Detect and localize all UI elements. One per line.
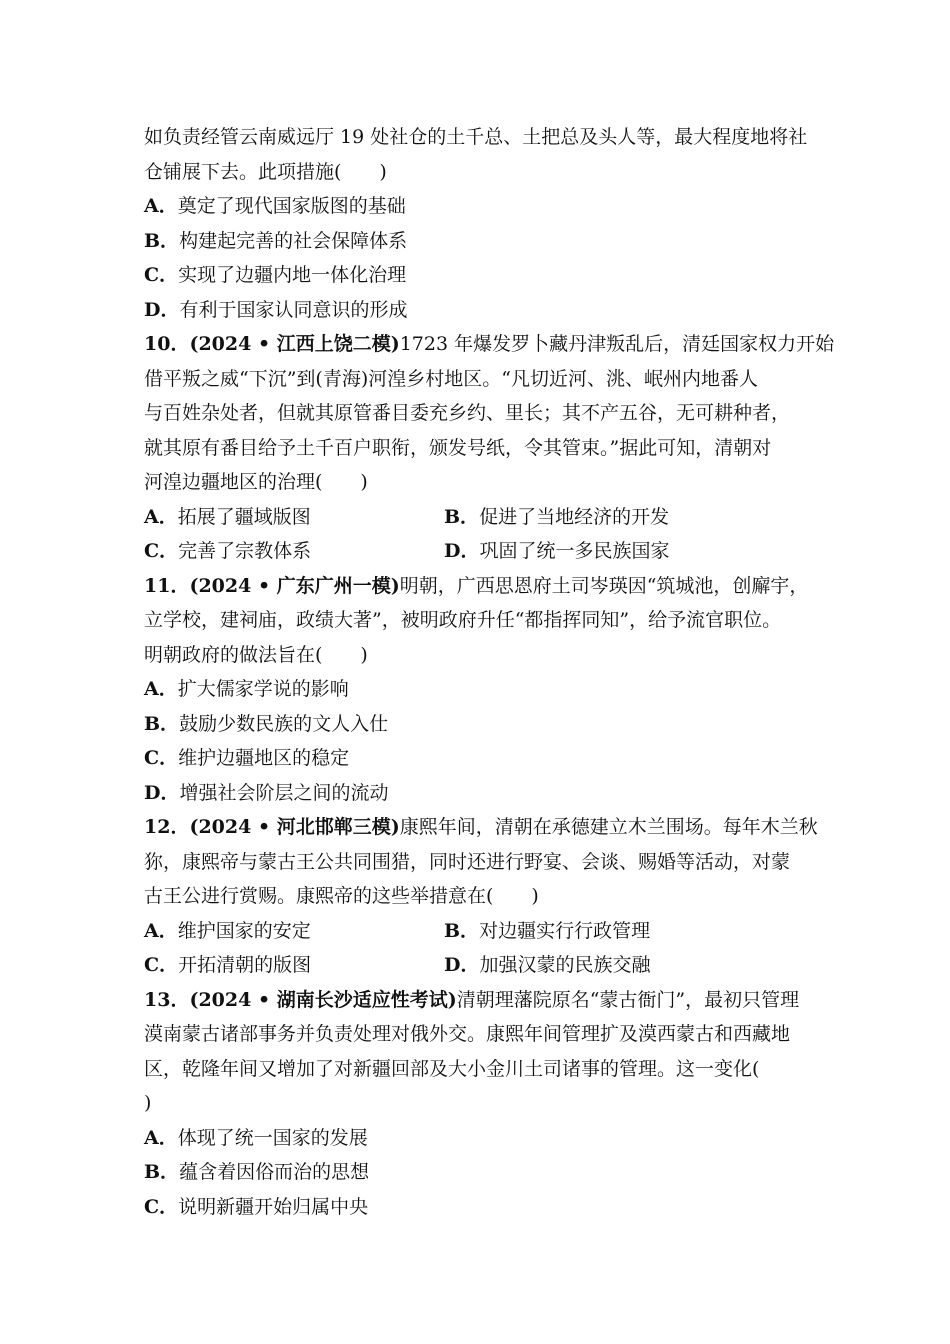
question-13 <box>144 983 824 1225</box>
option-text: 开拓清朝的版图 <box>178 954 312 976</box>
question-number: 12． <box>144 816 190 838</box>
q9-option-a <box>144 189 824 224</box>
option-letter: D． <box>444 954 480 976</box>
option-text: 实现了边疆内地一体化治理 <box>178 264 407 286</box>
option-letter: C． <box>144 954 179 976</box>
q12-option-b <box>444 914 744 949</box>
q10-stem-line-4: 就其原有番目给予土千百户职衔，颁发号纸，令其管束。”据此可知，清朝对 <box>144 436 772 459</box>
question-source: (2024 • 广东广州一模) <box>189 574 400 597</box>
q12-option-c <box>144 948 444 983</box>
q12-options-row-2 <box>144 948 824 983</box>
q9-option-c <box>144 258 824 293</box>
option-text: 体现了统一国家的发展 <box>177 1126 368 1149</box>
q10-stem-line-3: 与百姓杂处者，但就其原管番目委充乡约、里长；其不产五谷，无可耕种者， <box>144 402 791 424</box>
question-source: (2024 • 江西上饶二模) <box>189 333 400 355</box>
option-text: 对边疆实行行政管理 <box>479 919 651 942</box>
option-text: 加强汉蒙的民族交融 <box>479 954 651 976</box>
option-text: 维护边疆地区的稳定 <box>178 747 350 769</box>
q13-option-b <box>144 1155 824 1190</box>
option-letter: D． <box>144 298 180 321</box>
q13-stem-line-3: 区，乾隆年间又增加了对新疆回部及大小金川土司诸事的管理。这一变化( <box>144 1057 760 1080</box>
q11-first-line <box>144 569 824 604</box>
option-letter: D． <box>144 781 180 804</box>
q13-option-c <box>144 1190 824 1225</box>
option-letter: A． <box>144 505 178 528</box>
question-10 <box>144 327 835 569</box>
option-text: 鼓励少数民族的文人入仕 <box>179 712 389 735</box>
question-number: 13． <box>144 988 190 1011</box>
option-text: 增强社会阶层之间的流动 <box>179 781 389 804</box>
question-source: (2024 • 湖南长沙适应性考试) <box>189 988 457 1011</box>
q10-first-line <box>144 327 835 362</box>
q12-stem-line-2: 狝，康熙帝与蒙古王公共同围猎，同时还进行野宴、会谈、赐婚等活动，对蒙 <box>144 850 791 873</box>
option-text: 扩大儒家学说的影响 <box>177 678 349 700</box>
q11-stem-line-2: 立学校，建祠庙，政绩大著”，被明政府升任“都指挥同知”，给予流官职位。 <box>144 609 782 631</box>
option-letter: D． <box>444 540 480 562</box>
q13-first-text: 清朝理藩院原名“蒙古衙门”，最初只管理 <box>456 988 800 1011</box>
question-number: 10． <box>144 333 190 355</box>
option-letter: B． <box>144 1161 180 1183</box>
option-text: 说明新疆开始归属中央 <box>178 1195 369 1218</box>
q10-option-d <box>444 534 744 569</box>
question-9 <box>144 120 824 327</box>
option-text: 蕴含着因俗而治的思想 <box>179 1161 370 1183</box>
option-text: 拓展了疆域版图 <box>177 505 311 528</box>
option-letter: C． <box>144 1195 179 1218</box>
q10-first-text: 1723 年爆发罗卜藏丹津叛乱后，清廷国家权力开始 <box>399 333 835 355</box>
q11-option-d <box>144 776 824 811</box>
q9-stem-line-2: 仓铺展下去。此项措施( ) <box>144 160 387 183</box>
option-letter: A． <box>144 1126 178 1149</box>
option-letter: C． <box>144 747 179 769</box>
q10-option-c <box>144 534 444 569</box>
q12-option-d <box>444 948 744 983</box>
q13-stem-line-2: 漠南蒙古诸部事务并负责处理对俄外交。康熙年间管理扩及漠西蒙古和西藏地 <box>144 1023 791 1045</box>
q10-stem-line-2: 借平叛之威“下沉”到(青海)河湟乡村地区。“凡切近河、洮、岷州内地番人 <box>144 367 758 390</box>
q13-option-a <box>144 1121 824 1156</box>
q10-option-a <box>144 500 444 535</box>
option-text: 奠定了现代国家版图的基础 <box>177 195 406 217</box>
option-letter: A． <box>144 678 178 700</box>
question-source: (2024 • 河北邯郸三模) <box>189 816 400 838</box>
option-letter: A． <box>144 195 178 217</box>
q11-first-text: 明朝，广西思恩府土司岑瑛因“筑城池，创廨宇， <box>399 574 809 597</box>
q10-stem-line-5: 河湟边疆地区的治理( ) <box>144 471 368 493</box>
option-text: 构建起完善的社会保障体系 <box>179 229 408 252</box>
q12-option-a <box>144 914 444 949</box>
option-letter: A． <box>144 919 178 942</box>
q11-stem-line-3: 明朝政府的做法旨在( ) <box>144 643 368 666</box>
q9-option-d <box>144 293 824 328</box>
option-letter: B． <box>444 505 480 528</box>
option-letter: B． <box>444 919 480 942</box>
q13-first-line <box>144 983 824 1018</box>
q12-options-row-1 <box>144 914 824 949</box>
option-letter: B． <box>144 229 180 252</box>
question-number: 11． <box>144 574 190 597</box>
question-11 <box>144 569 824 811</box>
q11-option-b <box>144 707 824 742</box>
q9-stem-line-1: 如负责经管云南威远厅 19 处社仓的土千总、土把总及头人等，最大程度地将社 <box>144 126 808 148</box>
q9-option-b <box>144 224 824 259</box>
q10-options-row-2 <box>144 534 824 569</box>
q12-first-line <box>144 810 824 845</box>
option-letter: C． <box>144 540 179 562</box>
q10-option-b <box>444 500 744 535</box>
exam-page <box>144 120 835 1224</box>
option-letter: B． <box>144 712 180 735</box>
q11-option-c <box>144 741 824 776</box>
option-text: 巩固了统一多民族国家 <box>479 540 670 562</box>
q12-stem-line-3: 古王公进行赏赐。康熙帝的这些举措意在( ) <box>144 885 539 907</box>
option-text: 维护国家的安定 <box>177 919 311 942</box>
option-text: 促进了当地经济的开发 <box>479 505 670 528</box>
option-text: 完善了宗教体系 <box>178 540 312 562</box>
option-letter: C． <box>144 264 179 286</box>
q13-stem-line-4: ) <box>144 1092 152 1114</box>
q11-option-a <box>144 672 824 707</box>
q12-first-text: 康熙年间，清朝在承德建立木兰围场。每年木兰秋 <box>399 816 818 838</box>
q10-options-row-1 <box>144 500 824 535</box>
question-12 <box>144 810 824 983</box>
option-text: 有利于国家认同意识的形成 <box>179 298 408 321</box>
